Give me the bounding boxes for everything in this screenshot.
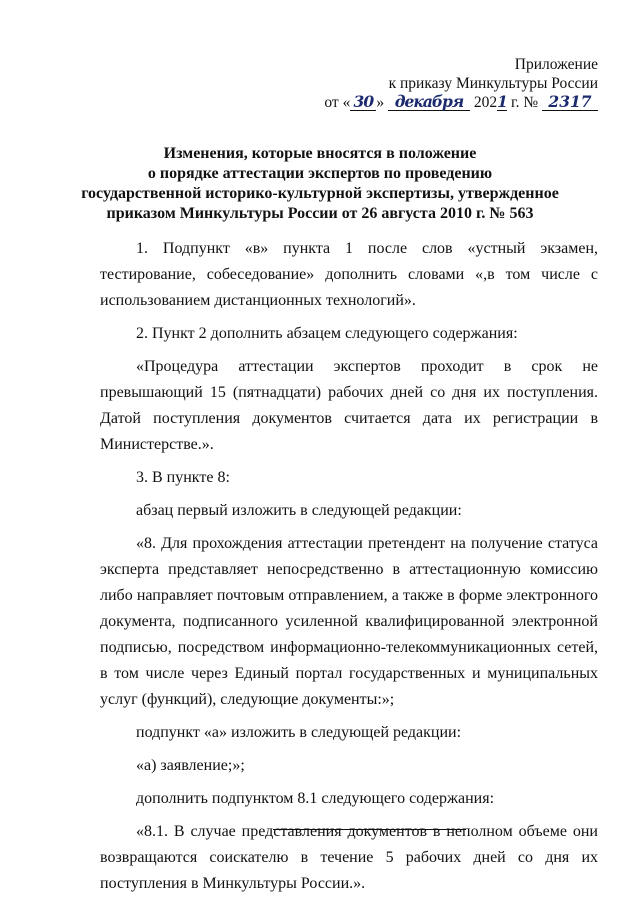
order-date-line	[324, 93, 598, 112]
handwritten-order-number: 2317	[542, 94, 598, 111]
appendix-label: Приложение	[514, 56, 598, 73]
paragraph-add-8-1: дополнить подпунктом 8.1 следующего содержания:	[136, 790, 495, 807]
paragraph-item-2: 2. Пункт 2 дополнить абзацем следующего содержания:	[136, 325, 518, 342]
paragraph-item-3: 3. В пункте 8:	[136, 469, 230, 486]
handwritten-day: 30	[350, 94, 376, 111]
year-prefix: 202	[473, 94, 498, 111]
paragraph-subitem-a: подпункт «а» изложить в следующей редакции:	[136, 724, 462, 741]
appendix-header	[324, 55, 598, 112]
quote-open: «	[342, 94, 351, 111]
paragraph-item-1: 1. Подпункт «в» пункта 1 после слов «устный экзамен, тестирование, собеседование» дополнить словами «,в том числе с использованием дистанционных технологий».	[100, 240, 598, 309]
title-line: о порядке аттестации экспертов по проведению	[147, 165, 493, 182]
closing-divider	[273, 829, 466, 830]
paragraph-quote-subitem-a: «а) заявление;»;	[136, 757, 245, 774]
order-reference: к приказу Минкультуры России	[388, 75, 598, 92]
paragraph-quote-item-8: «8. Для прохождения аттестации претендент на получение статуса эксперта представляет непосредственно в аттестационную комиссию либо направляет почтовым отправлением, а также в форме электронного документа, подписанного усиленной квалифицированной электронной подписью, посредством информационно-телекоммуникационных сетей, в том числе через Единый портал государственных и муниципальных услуг (функций), следующие документы:»;	[100, 535, 598, 708]
number-label: г. №	[510, 94, 539, 111]
title-line: Изменения, которые вносятся в положение	[163, 145, 477, 162]
handwritten-year-digit: 1	[497, 92, 508, 111]
from-label: от	[324, 94, 339, 111]
quote-close: »	[376, 94, 385, 111]
title-line: приказом Минкультуры России от 26 августа 2010 г. № 563	[106, 205, 534, 222]
title-line: государственной историко-культурной экспертизы, утвержденное	[81, 185, 559, 202]
paragraph-quote-procedure: «Процедура аттестации экспертов проходит в срок не превышающий 15 (пятнадцати) рабочих дней со дня их поступления. Датой поступления документов считается дата их регистрации в Министерстве.».	[100, 358, 598, 453]
document-body	[100, 236, 598, 897]
handwritten-month: декабря	[388, 94, 470, 111]
paragraph-first-abzac: абзац первый изложить в следующей редакции:	[136, 502, 462, 519]
paragraph-quote-8-1: «8.1. В случае представления документов в неполном объеме они возвращаются соискателю в течение 5 рабочих дней со дня их поступления в Минкультуры России.».	[100, 823, 598, 892]
document-title	[60, 144, 580, 224]
